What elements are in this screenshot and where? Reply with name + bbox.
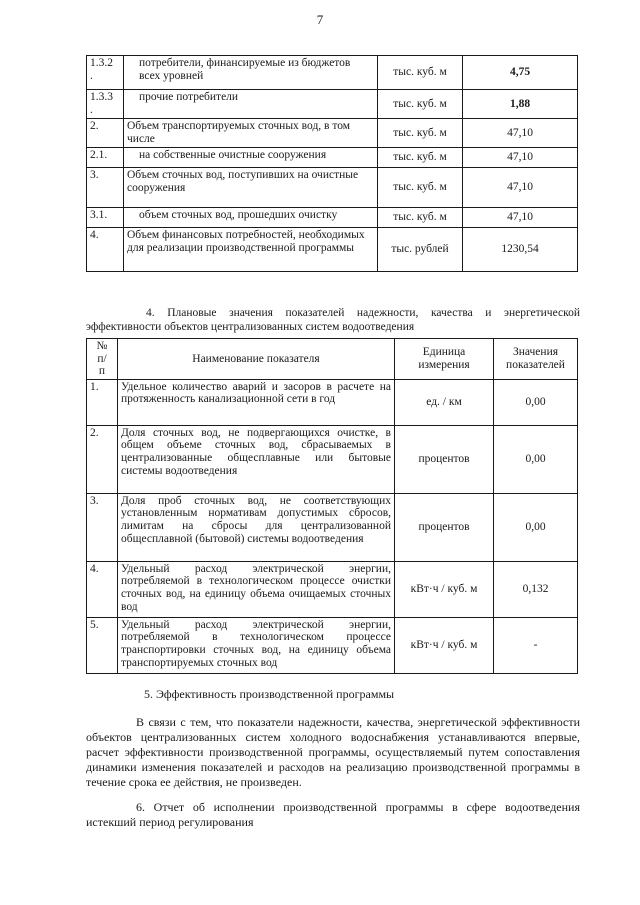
row-name: Объем сточных вод, поступивших на очистные сооружения — [124, 168, 378, 208]
row-value: 47,10 — [463, 208, 578, 228]
row-name: Доля проб сточных вод, не соответствующих установленным нормативам допустимых сбросов, лимитам на сбросы для централизованной общесплавной (бытовой) системы водоотведения — [118, 493, 395, 561]
row-number: 3. — [87, 168, 124, 208]
row-number: 2. — [87, 425, 118, 493]
table-row — [87, 379, 578, 425]
row-unit: кВт·ч / куб. м — [395, 617, 494, 673]
table-row — [87, 148, 578, 168]
row-number: 3.1. — [87, 208, 124, 228]
header-name: Наименование показателя — [118, 339, 395, 380]
row-value: 0,00 — [494, 379, 578, 425]
section-5-text: В связи с тем, что показатели надежности, качества, энергетической эффективности объектов централизованных систем холодного водоснабжения устанавливаются впервые, расчет эффективности производственной программы, осуществляемый путем сопоставления динамики изменения показателей и расходов на реализацию производственной программы в течение срока ее действия, не произведен. — [86, 715, 580, 789]
table-row — [87, 119, 578, 148]
row-name: потребители, финансируемые из бюджетов всех уровней — [124, 56, 378, 90]
row-number: 2. — [87, 119, 124, 148]
row-number: 5. — [87, 617, 118, 673]
row-unit: процентов — [395, 493, 494, 561]
row-number: 1.3.2 . — [87, 56, 124, 90]
row-unit: тыс. куб. м — [378, 148, 463, 168]
table-row — [87, 208, 578, 228]
table-row — [87, 561, 578, 617]
row-name: прочие потребители — [124, 90, 378, 119]
section-6-text: 6. Отчет об исполнении производственной программы в сфере водоотведения истекший период регулирования — [86, 800, 580, 829]
row-number: 1. — [87, 379, 118, 425]
row-number: 4. — [87, 561, 118, 617]
row-name: Удельное количество аварий и засоров в расчете на протяженность канализационной сети в год — [118, 379, 395, 425]
page-number: 7 — [316, 12, 324, 27]
row-value: - — [494, 617, 578, 673]
row-name: на собственные очистные сооружения — [124, 148, 378, 168]
table-header-row — [87, 339, 578, 380]
table-row — [87, 493, 578, 561]
row-unit: тыс. куб. м — [378, 208, 463, 228]
row-unit: ед. / км — [395, 379, 494, 425]
row-value: 0,132 — [494, 561, 578, 617]
row-number: 2.1. — [87, 148, 124, 168]
row-name: объем сточных вод, прошедших очистку — [124, 208, 378, 228]
row-number: 4. — [87, 228, 124, 272]
row-value: 1230,54 — [463, 228, 578, 272]
row-name: Доля сточных вод, не подвергающихся очистке, в общем объеме сточных вод, сбрасываемых в централизованные общесплавные или бытовые системы водоотведения — [118, 425, 395, 493]
row-unit: тыс. куб. м — [378, 90, 463, 119]
section-4-title: 4. Плановые значения показателей надежности, качества и энергетической эффективности объектов централизованных систем водоотведения — [86, 307, 580, 333]
row-name: Удельный расход электрической энергии, потребляемой в технологическом процессе транспортировки сточных вод, на единицу объема транспортируемых сточных вод — [118, 617, 395, 673]
row-unit: процентов — [395, 425, 494, 493]
row-value: 1,88 — [463, 90, 578, 119]
indicators-table — [86, 338, 578, 674]
table-row — [87, 56, 578, 90]
section-5-title: 5. Эффективность производственной программы — [144, 687, 395, 701]
row-value: 47,10 — [463, 119, 578, 148]
row-value: 47,10 — [463, 148, 578, 168]
row-unit: кВт·ч / куб. м — [395, 561, 494, 617]
volumes-table — [86, 55, 578, 272]
row-value: 4,75 — [463, 56, 578, 90]
row-unit: тыс. куб. м — [378, 56, 463, 90]
header-value: Значения показателей — [494, 339, 578, 380]
row-number: 1.3.3 . — [87, 90, 124, 119]
row-value: 0,00 — [494, 493, 578, 561]
row-unit: тыс. рублей — [378, 228, 463, 272]
row-name: Объем финансовых потребностей, необходимых для реализации производственной программы — [124, 228, 378, 272]
row-value: 0,00 — [494, 425, 578, 493]
table-row — [87, 168, 578, 208]
header-num: № п/ п — [87, 339, 118, 380]
row-value: 47,10 — [463, 168, 578, 208]
table-row — [87, 617, 578, 673]
header-unit: Единица измерения — [395, 339, 494, 380]
row-name: Удельный расход электрической энергии, потребляемой в технологическом процессе очистки сточных вод, на единицу объема очищаемых сточных вод — [118, 561, 395, 617]
row-unit: тыс. куб. м — [378, 168, 463, 208]
row-unit: тыс. куб. м — [378, 119, 463, 148]
table-row — [87, 228, 578, 272]
row-name: Объем транспортируемых сточных вод, в том числе — [124, 119, 378, 148]
row-number: 3. — [87, 493, 118, 561]
table-row — [87, 425, 578, 493]
table-row — [87, 90, 578, 119]
